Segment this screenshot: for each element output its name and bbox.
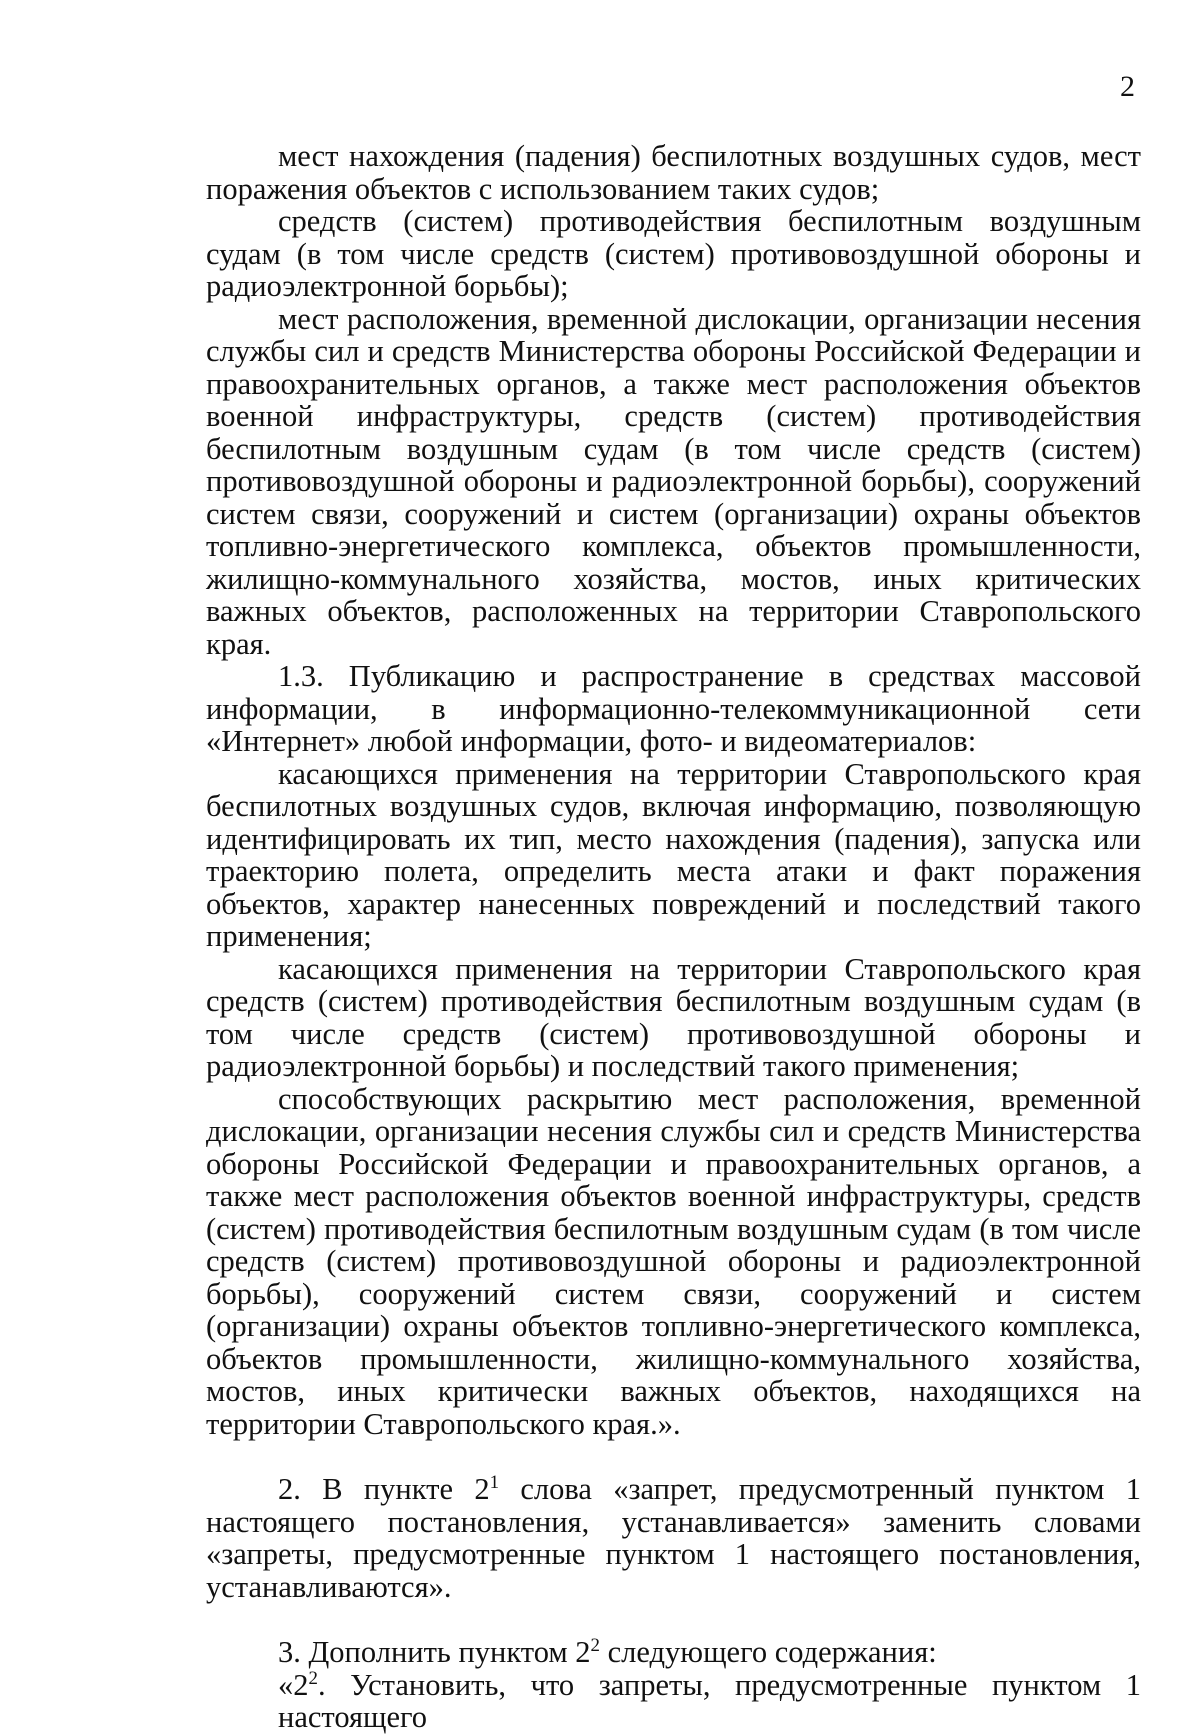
item-3-text-end: следующего содержания: [600,1635,937,1669]
item-2-superscript: 1 [490,1472,499,1493]
paragraph-item-3 [206,1636,1141,1669]
paragraph-disclosure: способствующих раскрытию мест расположения, временной дислокации, организации несения службы сил и средств Министерства обороны Российской Федерации и правоохранительных органов, а также мест расположения объектов военной инфраструктуры, средств (систем) противодействия беспилотным воздушным судам (в том числе средств (систем) противовоздушной обороны и радиоэлектронной борьбы), сооружений систем связи, сооружений и систем (организации) охраны объектов топливно-энергетического комплекса, объектов промышленности, жилищно-коммунального хозяйства, мостов, иных критически важных объектов, находящихся на территории Ставропольского края.». [206,1083,1141,1441]
item-2-text-end: слова «запрет, предусмотренный пунктом 1 настоящего постановления, устанавливается» заменить словами «запреты, предусмотренные пунктом 1 настоящего постановления, устанавливаются». [206,1472,1141,1604]
item-3-text-start: 3. Дополнить пунктом 2 [278,1635,591,1669]
paragraph-item-1-3: 1.3. Публикацию и распространение в средствах массовой информации, в информационно-телекоммуникационной сети «Интернет» любой информации, фото- и видеоматериалов: [206,660,1141,758]
paragraph-counter-drone-use: касающихся применения на территории Ставропольского края средств (систем) противодействия беспилотным воздушным судам (в том числе средств (систем) противовоздушной обороны и радиоэлектронной борьбы) и последствий такого применения; [206,953,1141,1083]
paragraph-drone-use: касающихся применения на территории Ставропольского края беспилотных воздушных судов, включая информацию, позволяющую идентифицировать их тип, место нахождения (падения), запуска или траекторию полета, определить места атаки и факт поражения объектов, характер нанесенных повреждений и последствий такого применения; [206,758,1141,953]
paragraph-item-2-2-quote [206,1669,1141,1734]
item-3-superscript: 2 [591,1635,600,1656]
quote-text-end: . Установить, что запреты, предусмотренные пунктом 1 настоящего [278,1668,1141,1734]
paragraph-drone-locations: мест нахождения (падения) беспилотных воздушных судов, мест поражения объектов с использованием таких судов; [206,140,1141,205]
document-body [206,140,1141,1734]
quote-text-start: «2 [278,1668,309,1702]
paragraph-counter-drone-systems: средств (систем) противодействия беспилотным воздушным судам (в том числе средств (систем) противовоздушной обороны и радиоэлектронной борьбы); [206,205,1141,303]
paragraph-military-locations: мест расположения, временной дислокации, организации несения службы сил и средств Министерства обороны Российской Федерации и правоохранительных органов, а также мест расположения объектов военной инфраструктуры, средств (систем) противодействия беспилотным воздушным судам (в том числе средств (систем) противовоздушной обороны и радиоэлектронной борьбы), сооружений систем связи, сооружений и систем (организации) охраны объектов топливно-энергетического комплекса, объектов промышленности, жилищно-коммунального хозяйства, мостов, иных критических важных объектов, расположенных на территории Ставропольского края. [206,303,1141,661]
paragraph-item-2 [206,1473,1141,1603]
quote-superscript: 2 [309,1667,318,1688]
item-2-text-start: 2. В пункте 2 [278,1472,490,1506]
page-number: 2 [1120,72,1135,102]
